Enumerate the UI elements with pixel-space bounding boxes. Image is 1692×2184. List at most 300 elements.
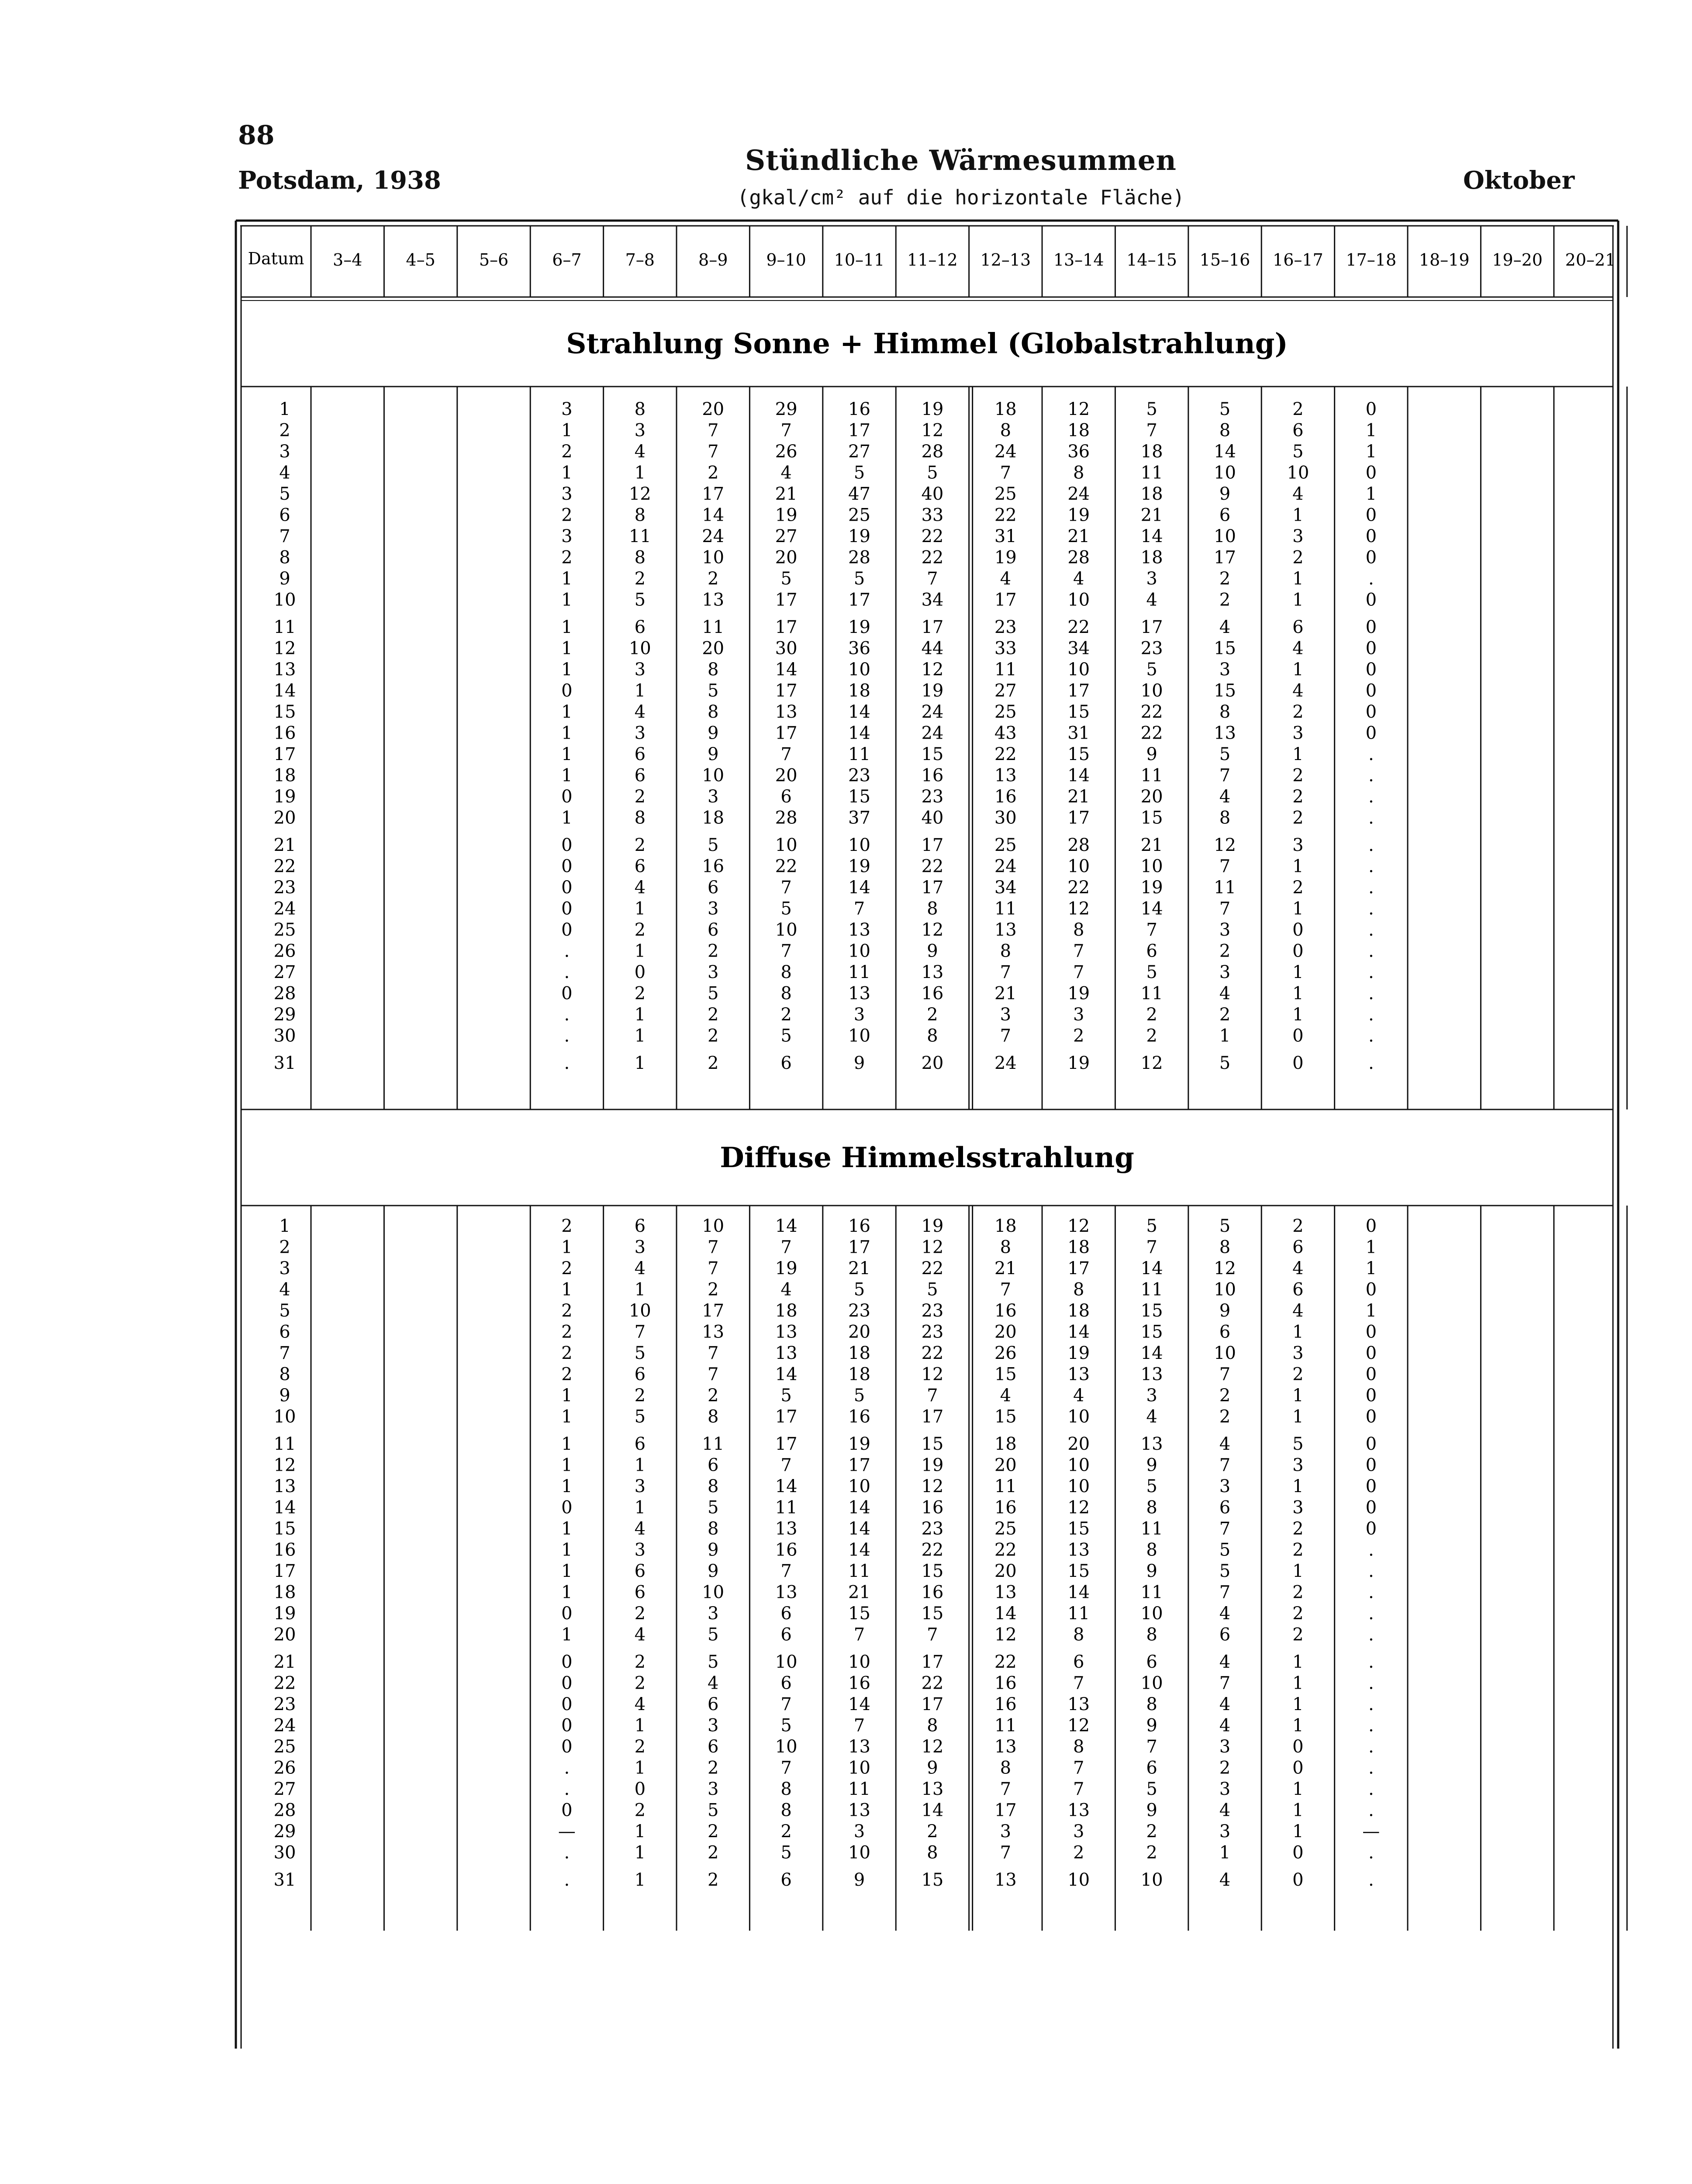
table-cell: 17 bbox=[775, 681, 798, 701]
table-cell: 22 bbox=[921, 1540, 944, 1560]
table-cell: 7 bbox=[1000, 1279, 1012, 1300]
table-cell: 1 bbox=[1292, 983, 1304, 1004]
table-cell: 17 bbox=[921, 1406, 944, 1427]
table-cell: 9 bbox=[1146, 1455, 1157, 1476]
table-cell: . bbox=[1368, 787, 1374, 807]
table-cell: 37 bbox=[848, 808, 870, 828]
row-date: 22 bbox=[273, 1673, 296, 1693]
table-cell: 13 bbox=[1067, 1694, 1090, 1714]
table-cell: 7 bbox=[927, 1624, 938, 1645]
table-cell: 16 bbox=[921, 765, 944, 786]
table-cell: 17 bbox=[994, 590, 1017, 610]
table-cell: 8 bbox=[1073, 1737, 1084, 1757]
column-header: 13–14 bbox=[1053, 250, 1104, 270]
table-cell: 11 bbox=[848, 962, 870, 982]
table-cell: 3 bbox=[707, 1715, 719, 1736]
table-cell: 17 bbox=[702, 1301, 725, 1321]
table-cell: 2 bbox=[634, 1603, 646, 1624]
table-cell: 18 bbox=[1140, 442, 1163, 462]
table-cell: 1 bbox=[1292, 1821, 1304, 1842]
table-cell: 7 bbox=[1219, 1455, 1231, 1476]
table-cell: 9 bbox=[707, 744, 719, 764]
table-cell: 10 bbox=[1067, 1476, 1090, 1496]
table-cell: 1 bbox=[634, 1279, 646, 1300]
table-cell: 20 bbox=[702, 638, 725, 659]
table-cell: 3 bbox=[1219, 920, 1231, 940]
table-cell: 7 bbox=[1219, 765, 1231, 786]
table-cell: 5 bbox=[780, 1715, 792, 1736]
row-date: 19 bbox=[273, 787, 296, 807]
table-cell: 1 bbox=[1292, 590, 1304, 610]
table-cell: 10 bbox=[775, 920, 798, 940]
table-cell: 5 bbox=[1146, 962, 1157, 982]
table-cell: 14 bbox=[848, 878, 870, 898]
table-cell: 10 bbox=[702, 1582, 725, 1603]
table-cell: 1 bbox=[1292, 856, 1304, 877]
table-cell: 2 bbox=[707, 1005, 719, 1025]
table-cell: 22 bbox=[1140, 723, 1163, 743]
table-cell: 3 bbox=[707, 787, 719, 807]
row-date: 14 bbox=[273, 1497, 296, 1518]
table-cell: 24 bbox=[921, 723, 944, 743]
table-cell: 2 bbox=[634, 1737, 646, 1757]
table-cell: 5 bbox=[707, 983, 719, 1004]
table-cell: 17 bbox=[775, 1434, 798, 1454]
table-cell: 13 bbox=[775, 1582, 798, 1603]
table-cell: 6 bbox=[1219, 1497, 1231, 1518]
table-cell: 2 bbox=[1219, 569, 1231, 589]
table-cell: 13 bbox=[775, 1322, 798, 1342]
table-cell: 13 bbox=[1067, 1364, 1090, 1385]
table-cell: 8 bbox=[1146, 1694, 1157, 1714]
table-cell: 4 bbox=[1219, 1870, 1231, 1890]
column-header: 10–11 bbox=[834, 250, 885, 270]
page-title: Stündliche Wärmesummen bbox=[745, 144, 1177, 177]
table-cell: 1 bbox=[634, 1053, 646, 1073]
table-cell: 15 bbox=[994, 1364, 1017, 1385]
table-cell: 0 bbox=[1365, 1386, 1377, 1406]
table-cell: 2 bbox=[1292, 1603, 1304, 1624]
table-cell: 4 bbox=[1146, 590, 1157, 610]
table-cell: 7 bbox=[707, 1258, 719, 1279]
table-cell: 3 bbox=[853, 1821, 865, 1842]
table-cell: 0 bbox=[1365, 681, 1377, 701]
row-date: 24 bbox=[273, 1715, 296, 1736]
page-subtitle: (gkal/cm² auf die horizontale Fläche) bbox=[737, 186, 1185, 209]
table-cell: 1 bbox=[1292, 1561, 1304, 1581]
table-cell: 7 bbox=[634, 1322, 646, 1342]
table-cell: 3 bbox=[634, 660, 646, 680]
table-cell: 11 bbox=[1214, 878, 1236, 898]
table-cell: 7 bbox=[853, 1715, 865, 1736]
table-cell: 2 bbox=[1219, 1005, 1231, 1025]
table-cell: 25 bbox=[994, 484, 1017, 504]
table-cell: 16 bbox=[702, 856, 725, 877]
table-cell: 0 bbox=[1365, 1216, 1377, 1236]
row-date: 13 bbox=[273, 1476, 296, 1496]
table-cell: 18 bbox=[994, 1434, 1017, 1454]
table-cell: 14 bbox=[775, 1364, 798, 1385]
table-cell: 6 bbox=[634, 1561, 646, 1581]
table-cell: 6 bbox=[1292, 1237, 1304, 1258]
table-cell: 1 bbox=[634, 1821, 646, 1842]
table-cell: 0 bbox=[1365, 1434, 1377, 1454]
table-cell: 31 bbox=[1067, 723, 1090, 743]
table-cell: 6 bbox=[1219, 1624, 1231, 1645]
table-cell: 15 bbox=[1214, 638, 1236, 659]
table-cell: 3 bbox=[1292, 526, 1304, 546]
table-cell: 17 bbox=[994, 1800, 1017, 1821]
table-cell: 8 bbox=[1146, 1497, 1157, 1518]
table-cell: 7 bbox=[1219, 1673, 1231, 1693]
table-cell: 5 bbox=[707, 1624, 719, 1645]
column-header: 5–6 bbox=[479, 250, 509, 270]
table-cell: 33 bbox=[994, 638, 1017, 659]
table-cell: 1 bbox=[1292, 1673, 1304, 1693]
table-cell: 6 bbox=[634, 856, 646, 877]
table-cell: 13 bbox=[994, 1870, 1017, 1890]
table-cell: 0 bbox=[1365, 463, 1377, 483]
table-cell: 12 bbox=[1214, 1258, 1236, 1279]
table-cell: 6 bbox=[1146, 941, 1157, 961]
table-cell: 1 bbox=[561, 765, 573, 786]
table-cell: 5 bbox=[1219, 1216, 1231, 1236]
table-cell: 0 bbox=[1365, 723, 1377, 743]
table-cell: 6 bbox=[780, 787, 792, 807]
table-cell: 1 bbox=[634, 898, 646, 919]
table-cell: 22 bbox=[921, 1258, 944, 1279]
table-cell: 1 bbox=[561, 1237, 573, 1258]
table-cell: 1 bbox=[1292, 1005, 1304, 1025]
table-cell: 0 bbox=[1365, 547, 1377, 568]
table-cell: 2 bbox=[1292, 1582, 1304, 1603]
table-cell: . bbox=[1368, 1561, 1374, 1581]
table-cell: 3 bbox=[634, 1476, 646, 1496]
table-cell: 28 bbox=[921, 442, 944, 462]
row-date: 23 bbox=[273, 878, 296, 898]
table-cell: 23 bbox=[921, 1322, 944, 1342]
table-cell: 6 bbox=[634, 1434, 646, 1454]
table-cell: 15 bbox=[921, 1870, 944, 1890]
table-cell: 10 bbox=[1067, 660, 1090, 680]
table-cell: 3 bbox=[561, 526, 573, 546]
row-date: 2 bbox=[279, 1237, 290, 1258]
table-cell: 17 bbox=[775, 617, 798, 637]
table-cell: 23 bbox=[921, 1519, 944, 1539]
row-date: 27 bbox=[273, 1779, 296, 1799]
table-cell: 16 bbox=[994, 1694, 1017, 1714]
table-cell: 14 bbox=[702, 505, 725, 525]
table-cell: 11 bbox=[1140, 1279, 1163, 1300]
table-cell: 25 bbox=[994, 835, 1017, 855]
table-cell: 3 bbox=[1292, 1455, 1304, 1476]
table-cell: 1 bbox=[1292, 1406, 1304, 1427]
table-cell: 19 bbox=[1067, 983, 1090, 1004]
table-cell: 1 bbox=[561, 1434, 573, 1454]
station-year: Potsdam, 1938 bbox=[238, 166, 441, 195]
column-header: 16–17 bbox=[1273, 250, 1323, 270]
table-cell: 16 bbox=[848, 1216, 870, 1236]
table-cell: 1 bbox=[634, 1005, 646, 1025]
table-cell: 8 bbox=[707, 660, 719, 680]
table-cell: 3 bbox=[1292, 835, 1304, 855]
table-cell: 22 bbox=[775, 856, 798, 877]
table-cell: 16 bbox=[994, 1497, 1017, 1518]
table-cell: 17 bbox=[848, 420, 870, 441]
table-cell: 7 bbox=[780, 941, 792, 961]
table-cell: . bbox=[1368, 765, 1374, 786]
table-cell: 2 bbox=[634, 920, 646, 940]
table-cell: 11 bbox=[775, 1497, 798, 1518]
table-cell: 11 bbox=[1140, 765, 1163, 786]
table-cell: 7 bbox=[1000, 962, 1012, 982]
table-cell: 1 bbox=[1365, 420, 1377, 441]
table-cell: 18 bbox=[848, 1343, 870, 1363]
table-cell: 14 bbox=[1140, 898, 1163, 919]
table-cell: 18 bbox=[1067, 1237, 1090, 1258]
table-cell: 1 bbox=[561, 1279, 573, 1300]
table-cell: 0 bbox=[634, 962, 646, 982]
table-cell: 1 bbox=[1365, 484, 1377, 504]
table-cell: 0 bbox=[561, 878, 573, 898]
table-cell: 2 bbox=[561, 1216, 573, 1236]
table-cell: 17 bbox=[1214, 547, 1236, 568]
table-cell: 2 bbox=[1292, 702, 1304, 722]
table-cell: 28 bbox=[848, 547, 870, 568]
table-cell: 13 bbox=[848, 920, 870, 940]
table-cell: 17 bbox=[775, 1406, 798, 1427]
row-date: 23 bbox=[273, 1694, 296, 1714]
table-cell: 14 bbox=[921, 1800, 944, 1821]
table-cell: 4 bbox=[1219, 1694, 1231, 1714]
row-date: 2 bbox=[279, 420, 290, 441]
table-cell: 1 bbox=[561, 1386, 573, 1406]
table-cell: 4 bbox=[780, 463, 792, 483]
table-cell: 1 bbox=[561, 638, 573, 659]
row-date: 10 bbox=[273, 1406, 296, 1427]
table-cell: . bbox=[1368, 983, 1374, 1004]
table-cell: 6 bbox=[707, 920, 719, 940]
row-date: 11 bbox=[273, 617, 296, 637]
table-cell: . bbox=[564, 1005, 570, 1025]
table-cell: 0 bbox=[1292, 1053, 1304, 1073]
month-label: Oktober bbox=[1463, 166, 1575, 195]
table-cell: 2 bbox=[707, 1053, 719, 1073]
table-cell: . bbox=[1368, 1053, 1374, 1073]
table-cell: 0 bbox=[1365, 1497, 1377, 1518]
table-cell: 8 bbox=[1146, 1624, 1157, 1645]
row-date: 25 bbox=[273, 1737, 296, 1757]
table-cell: 10 bbox=[702, 765, 725, 786]
table-cell: 2 bbox=[561, 442, 573, 462]
table-cell: 11 bbox=[848, 1779, 870, 1799]
table-cell: 14 bbox=[848, 1519, 870, 1539]
row-date: 18 bbox=[273, 1582, 296, 1603]
table-cell: 4 bbox=[1219, 1434, 1231, 1454]
table-cell: 14 bbox=[1140, 526, 1163, 546]
row-date: 5 bbox=[279, 484, 290, 504]
table-cell: 13 bbox=[994, 920, 1017, 940]
table-cell: 6 bbox=[780, 1673, 792, 1693]
table-cell: 4 bbox=[634, 1624, 646, 1645]
table-cell: 14 bbox=[775, 660, 798, 680]
row-date: 4 bbox=[279, 1279, 290, 1300]
table-cell: 18 bbox=[1140, 547, 1163, 568]
table-cell: 6 bbox=[634, 765, 646, 786]
table-cell: 5 bbox=[707, 1497, 719, 1518]
table-cell: 10 bbox=[1287, 463, 1309, 483]
row-date: 26 bbox=[273, 941, 296, 961]
table-cell: 2 bbox=[1292, 765, 1304, 786]
table-cell: 6 bbox=[707, 1737, 719, 1757]
table-cell: 17 bbox=[775, 590, 798, 610]
table-cell: 0 bbox=[561, 898, 573, 919]
table-cell: 7 bbox=[1000, 1026, 1012, 1046]
table-cell: 13 bbox=[775, 1519, 798, 1539]
table-cell: 1 bbox=[1292, 1386, 1304, 1406]
table-cell: 7 bbox=[1219, 856, 1231, 877]
table-cell: 4 bbox=[1292, 638, 1304, 659]
table-cell: 10 bbox=[775, 1652, 798, 1672]
table-cell: 12 bbox=[921, 420, 944, 441]
table-cell: 22 bbox=[994, 1540, 1017, 1560]
table-cell: 0 bbox=[1365, 505, 1377, 525]
table-cell: 29 bbox=[775, 399, 798, 419]
table-cell: 19 bbox=[1067, 505, 1090, 525]
table-cell: 2 bbox=[1292, 1624, 1304, 1645]
table-cell: 10 bbox=[848, 660, 870, 680]
table-cell: 8 bbox=[927, 898, 938, 919]
table-cell: 5 bbox=[1292, 1434, 1304, 1454]
table-cell: 0 bbox=[1365, 1519, 1377, 1539]
table-cell: 4 bbox=[1219, 1715, 1231, 1736]
table-cell: 3 bbox=[561, 399, 573, 419]
table-cell: 6 bbox=[1073, 1652, 1084, 1672]
table-cell: 24 bbox=[921, 702, 944, 722]
table-cell: 2 bbox=[634, 983, 646, 1004]
table-cell: 2 bbox=[1292, 399, 1304, 419]
table-cell: 43 bbox=[994, 723, 1017, 743]
table-cell: 18 bbox=[994, 1216, 1017, 1236]
table-cell: . bbox=[1368, 1870, 1374, 1890]
table-cell: 10 bbox=[1140, 1603, 1163, 1624]
table-cell: 0 bbox=[1365, 660, 1377, 680]
table-cell: 22 bbox=[921, 526, 944, 546]
row-date: 30 bbox=[273, 1026, 296, 1046]
column-header: 17–18 bbox=[1346, 250, 1397, 270]
table-cell: 8 bbox=[780, 1800, 792, 1821]
table-cell: 12 bbox=[921, 1237, 944, 1258]
table-cell: 15 bbox=[994, 1406, 1017, 1427]
table-cell: 22 bbox=[994, 1652, 1017, 1672]
table-cell: 10 bbox=[848, 1758, 870, 1778]
table-cell: 15 bbox=[1067, 702, 1090, 722]
table-cell: 13 bbox=[848, 1737, 870, 1757]
row-date: 13 bbox=[273, 660, 296, 680]
table-cell: 12 bbox=[1067, 898, 1090, 919]
table-cell: 1 bbox=[561, 420, 573, 441]
row-date: 15 bbox=[273, 1519, 296, 1539]
table-cell: 12 bbox=[994, 1624, 1017, 1645]
row-date: 16 bbox=[273, 1540, 296, 1560]
table-cell: 4 bbox=[634, 442, 646, 462]
table-cell: 19 bbox=[848, 617, 870, 637]
table-cell: 1 bbox=[1292, 962, 1304, 982]
table-cell: 4 bbox=[1219, 1652, 1231, 1672]
table-cell: 20 bbox=[994, 1561, 1017, 1581]
table-cell: 5 bbox=[780, 1026, 792, 1046]
table-cell: . bbox=[1368, 1737, 1374, 1757]
table-cell: 19 bbox=[848, 526, 870, 546]
table-cell: 7 bbox=[780, 420, 792, 441]
table-cell: 5 bbox=[780, 898, 792, 919]
table-cell: 12 bbox=[1067, 399, 1090, 419]
table-cell: 18 bbox=[1067, 1301, 1090, 1321]
table-cell: 14 bbox=[1067, 765, 1090, 786]
table-cell: 5 bbox=[1146, 660, 1157, 680]
table-cell: 3 bbox=[1292, 1497, 1304, 1518]
table-cell: 0 bbox=[561, 1673, 573, 1693]
table-cell: 1 bbox=[1292, 1779, 1304, 1799]
table-cell: 14 bbox=[1214, 442, 1236, 462]
table-cell: 18 bbox=[775, 1301, 798, 1321]
table-cell: 2 bbox=[634, 835, 646, 855]
table-cell: 34 bbox=[1067, 638, 1090, 659]
table-cell: 27 bbox=[994, 681, 1017, 701]
table-cell: 19 bbox=[848, 1434, 870, 1454]
table-cell: 1 bbox=[634, 1715, 646, 1736]
row-date: 6 bbox=[279, 505, 290, 525]
table-cell: 4 bbox=[1292, 1258, 1304, 1279]
table-cell: . bbox=[1368, 1652, 1374, 1672]
table-cell: 14 bbox=[848, 1497, 870, 1518]
table-cell: 19 bbox=[1140, 878, 1163, 898]
table-cell: 11 bbox=[702, 617, 725, 637]
table-cell: 12 bbox=[1067, 1216, 1090, 1236]
table-cell: 0 bbox=[561, 1497, 573, 1518]
table-cell: 10 bbox=[1214, 1279, 1236, 1300]
table-cell: 20 bbox=[994, 1322, 1017, 1342]
table-cell: 2 bbox=[561, 1364, 573, 1385]
table-cell: — bbox=[1362, 1821, 1380, 1842]
table-cell: 10 bbox=[1140, 1870, 1163, 1890]
table-cell: 14 bbox=[848, 702, 870, 722]
table-cell: 4 bbox=[1000, 1386, 1012, 1406]
table-cell: 8 bbox=[1073, 1624, 1084, 1645]
table-cell: 5 bbox=[927, 463, 938, 483]
table-cell: 2 bbox=[561, 505, 573, 525]
table-cell: 14 bbox=[1140, 1343, 1163, 1363]
table-cell: 40 bbox=[921, 808, 944, 828]
table-cell: 0 bbox=[561, 1715, 573, 1736]
table-cell: 4 bbox=[1219, 617, 1231, 637]
table-cell: 7 bbox=[780, 1758, 792, 1778]
table-cell: 8 bbox=[1000, 1237, 1012, 1258]
table-cell: . bbox=[1368, 856, 1374, 877]
table-cell: 6 bbox=[780, 1624, 792, 1645]
table-cell: 8 bbox=[1073, 463, 1084, 483]
table-cell: 15 bbox=[1067, 1561, 1090, 1581]
table-cell: 10 bbox=[1067, 1870, 1090, 1890]
table-cell: 13 bbox=[1067, 1800, 1090, 1821]
table-cell: 3 bbox=[1219, 660, 1231, 680]
table-cell: 1 bbox=[561, 1540, 573, 1560]
table-cell: 20 bbox=[702, 399, 725, 419]
table-cell: 7 bbox=[853, 1624, 865, 1645]
table-cell: 12 bbox=[921, 1364, 944, 1385]
table-cell: 5 bbox=[1219, 1561, 1231, 1581]
table-cell: 14 bbox=[994, 1603, 1017, 1624]
